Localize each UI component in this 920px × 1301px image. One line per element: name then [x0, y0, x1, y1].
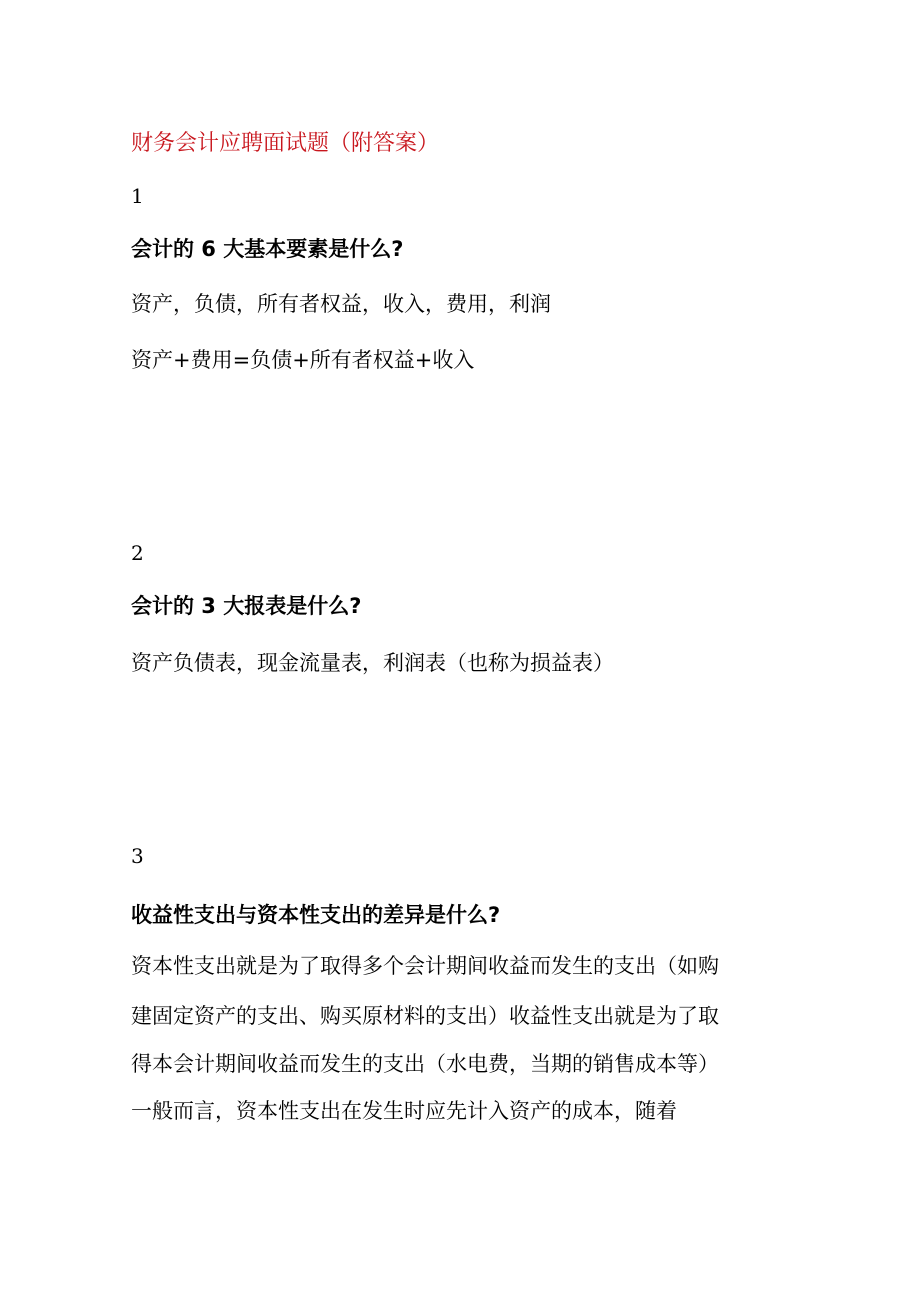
document-title: 财务会计应聘面试题（附答案） [131, 131, 440, 156]
question-heading: 会计的 6 大基本要素是什么? [131, 237, 404, 261]
question-heading: 收益性支出与资本性支出的差异是什么? [131, 903, 501, 927]
answer-line: 资产，负债，所有者权益，收入，费用，利润 [131, 292, 551, 316]
question-number: 3 [131, 844, 144, 868]
answer-line: 资本性支出就是为了取得多个会计期间收益而发生的支出（如购 [131, 954, 719, 978]
question-number: 1 [131, 184, 144, 208]
answer-line: 资产负债表，现金流量表，利润表（也称为损益表） [131, 651, 614, 675]
question-number: 2 [131, 541, 144, 565]
answer-line: 建固定资产的支出、购买原材料的支出）收益性支出就是为了取 [131, 1004, 719, 1028]
answer-line: 资产+费用=负债+所有者权益+收入 [131, 348, 475, 372]
answer-line: 得本会计期间收益而发生的支出（水电费，当期的销售成本等） [131, 1052, 719, 1076]
answer-line: 一般而言，资本性支出在发生时应先计入资产的成本，随着 [131, 1099, 677, 1123]
question-heading: 会计的 3 大报表是什么? [131, 594, 362, 618]
